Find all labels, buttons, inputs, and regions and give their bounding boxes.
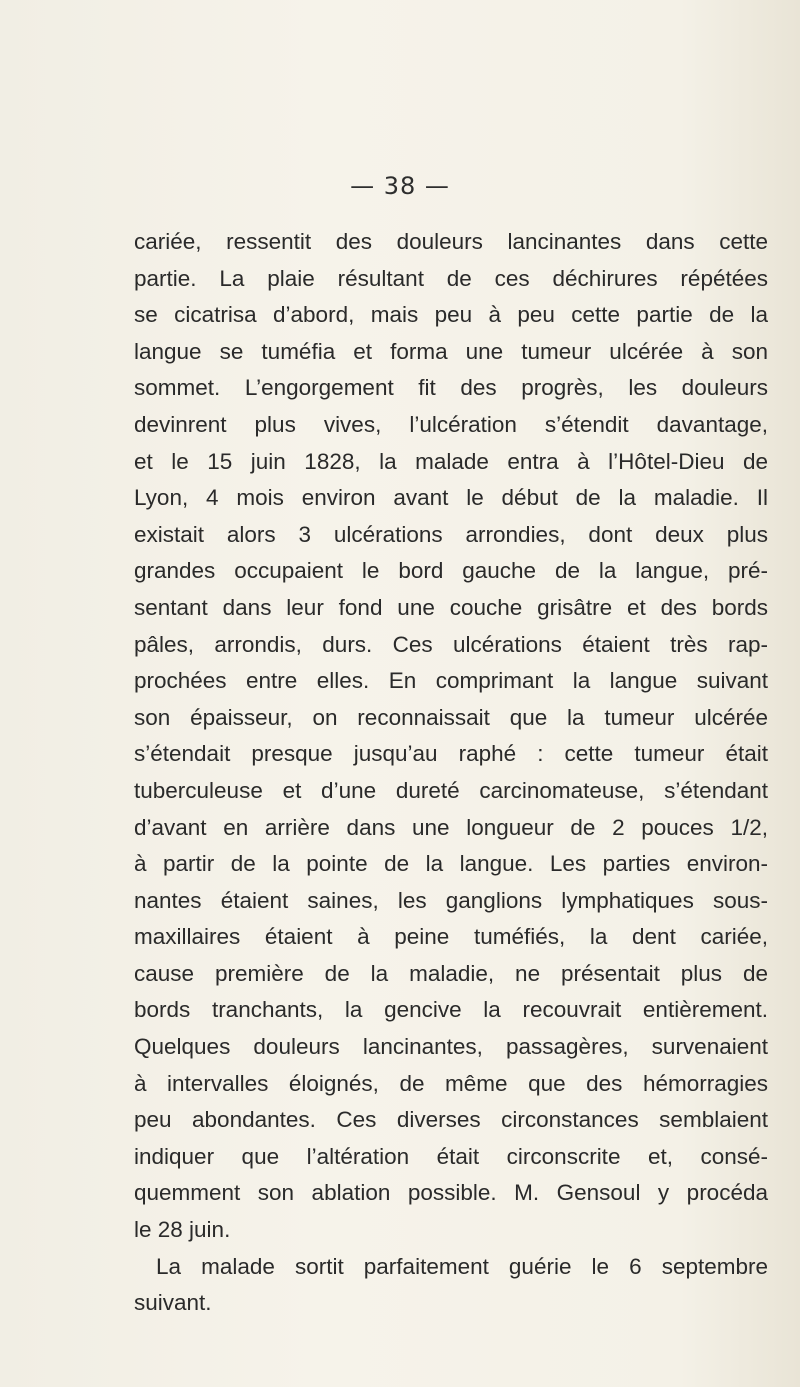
- text-line: existait alors 3 ulcérations arrondies, dont deux plus: [134, 521, 768, 547]
- text-line: à intervalles éloignés, de même que des hémorragies: [134, 1070, 768, 1096]
- text-line: Lyon, 4 mois environ avant le début de la maladie. Il: [134, 485, 768, 511]
- text-line: Quelques douleurs lancinantes, passagères, survenaient: [134, 1034, 768, 1060]
- text-line: maxillaires étaient à peine tuméfiés, la dent cariée,: [134, 924, 768, 950]
- text-line: s’étendait presque jusqu’au raphé : cette tumeur était: [134, 741, 768, 767]
- text-line: bords tranchants, la gencive la recouvrait entièrement.: [134, 997, 768, 1023]
- text-line: tuberculeuse et d’une dureté carcinomateuse, s’étendant: [134, 777, 768, 803]
- paragraph: [134, 1249, 768, 1322]
- text-line: et le 15 juin 1828, la malade entra à l’Hôtel-Dieu de: [134, 448, 768, 474]
- body-text: [134, 224, 768, 1322]
- text-line: La malade sortit parfaitement guérie le 6 septembre: [156, 1253, 768, 1279]
- page-number: — 38 —: [350, 172, 450, 200]
- text-line: se cicatrisa d’abord, mais peu à peu cette partie de la: [134, 302, 768, 328]
- text-line: quemment son ablation possible. M. Gensoul y procéda: [134, 1180, 768, 1206]
- text-line: sommet. L’engorgement fit des progrès, les douleurs: [134, 375, 768, 401]
- text-line: grandes occupaient le bord gauche de la langue, pré-: [134, 558, 768, 584]
- text-line: suivant.: [134, 1290, 212, 1316]
- text-line: peu abondantes. Ces diverses circonstances semblaient: [134, 1107, 768, 1133]
- text-line: d’avant en arrière dans une longueur de 2 pouces 1/2,: [134, 814, 768, 840]
- text-line: pâles, arrondis, durs. Ces ulcérations étaient très rap-: [134, 631, 768, 657]
- text-line: sentant dans leur fond une couche grisâtre et des bords: [134, 594, 768, 620]
- paragraph: [134, 224, 768, 1249]
- text-line: cariée, ressentit des douleurs lancinantes dans cette: [134, 229, 768, 254]
- text-line: le 28 juin.: [134, 1217, 231, 1243]
- text-line: devinrent plus vives, l’ulcération s’étendit davantage,: [134, 411, 768, 437]
- text-line: à partir de la pointe de la langue. Les parties environ-: [134, 851, 768, 877]
- text-line: langue se tuméfia et forma une tumeur ulcérée à son: [134, 338, 768, 364]
- text-line: indiquer que l’altération était circonscrite et, consé-: [134, 1143, 768, 1169]
- text-line: son épaisseur, on reconnaissait que la tumeur ulcérée: [134, 704, 768, 730]
- text-line: nantes étaient saines, les ganglions lymphatiques sous-: [134, 887, 768, 913]
- text-line: prochées entre elles. En comprimant la langue suivant: [134, 668, 768, 694]
- text-line: partie. La plaie résultant de ces déchirures répétées: [134, 265, 768, 291]
- text-line: cause première de la maladie, ne présentait plus de: [134, 960, 768, 986]
